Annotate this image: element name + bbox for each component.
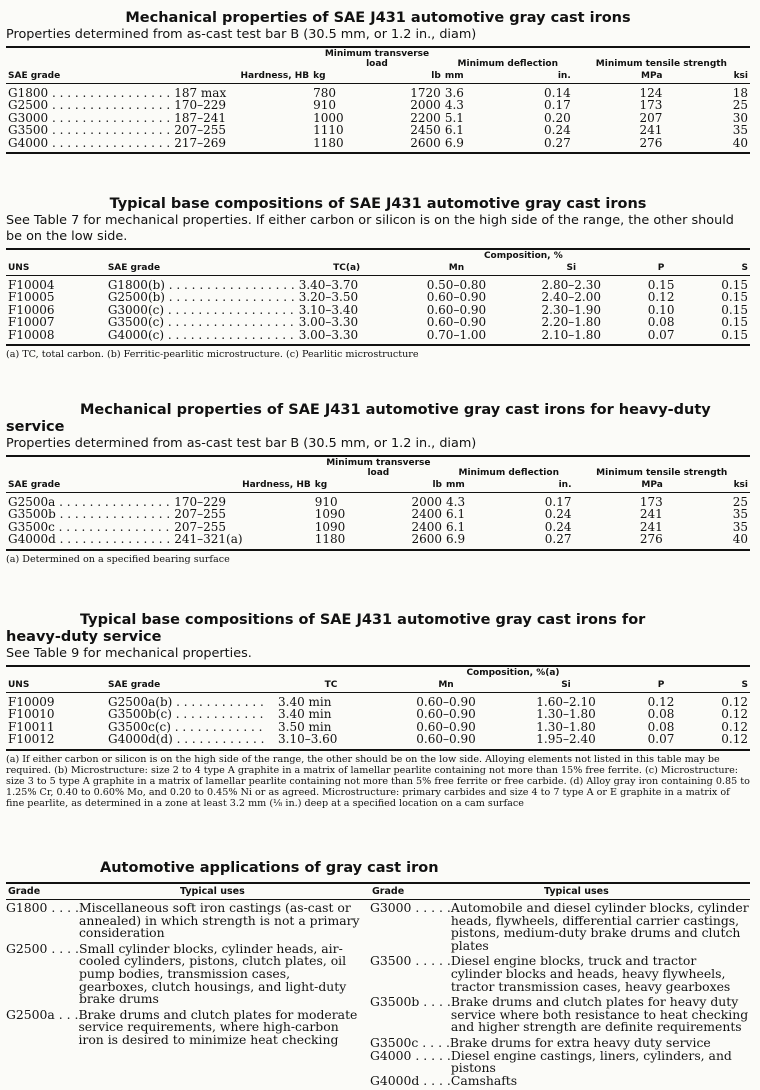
table-subtitle: See Table 9 for mechanical properties. [6,646,252,661]
table-row: F10004 G1800(b) . . . . . . . . . . . . . . . . . 3.40–3.70 0.50–0.80 2.80–2.30 0.15 0.15 [8,278,748,292]
col-header-mpa: MPa [574,479,665,493]
col-header-in: in. [490,70,573,84]
list-item: G3500c . . . . Brake drums for extra heavy duty service [370,1034,711,1050]
col-group-composition: Composition, %(a) [466,668,560,678]
table-title: Typical base compositions of SAE J431 automotive gray cast irons [109,196,647,212]
table-title: Mechanical properties of SAE J431 automotive gray cast irons [125,10,631,26]
table-title: Mechanical properties of SAE J431 automotive gray cast irons for heavy-duty service [6,402,711,435]
table-title: Typical base compositions of SAE J431 automotive gray cast irons for heavy-duty service [6,612,646,645]
table-footnote: (a) If either carbon or silicon is on the high side of the range, the other should be on the low side. Alloying elements not listed in this table may be required. (b) Microstructure: size 2 to 4 type A graphite in a matrix of lamellar pearlite containing not more than 15% free ferrite. (c) Microstructure: size 3 to 5 type A graphite in a matrix of lamellar pearlite containing not more than 5% free ferrite or free carbide. (d) Alloy gray iron containing 0.85 to 1.25% Cr, 0.40 to 0.60% Mo, and 0.20 to 0.45% Ni or as agreed. Microstructure: primary carbides and size 4 to 7 type A or E graphite in a matrix of fine pearlite, as determined in a zone at least 3.2 mm (⅛ in.) deep at a specified location on a cam surface [6,753,750,809]
col-header-mn: Mn [397,262,517,276]
col-group-deflection: Minimum deflection [458,468,559,478]
list-item: G4000d . . . . Camshafts [370,1072,518,1088]
table-row: F10010 G3500b(c) . . . . . . . . . . . . 3.40 min 0.60–0.90 1.30–1.80 0.08 0.12 [8,707,748,722]
table-row: F10009 G2500a(b) . . . . . . . . . . . . 3.40 min 0.60–0.90 1.60–2.10 0.12 0.12 [8,695,748,709]
list-item: G3000 . . . . . Automobile and diesel cylinder blocks, cylinder heads, flywheels, differential carrier castings, pistons, medium-duty brake drums and clutch plates [370,900,749,953]
table-row: G4000 . . . . . . . . . . . . . . . . 217–269 1180 2600 6.9 0.27 276 40 [8,135,748,150]
col-header-s: S [696,679,750,693]
col-header-mm: mm [444,479,491,493]
col-header-tc: TC(a) [297,262,397,276]
list-item: G4000 . . . . . Diesel engine castings, liners, cylinders, and pistons [370,1047,732,1076]
list-item: G1800 . . . . Miscellaneous soft iron castings (as-cast or annealed) in which strength is not a primary consideration [6,900,360,941]
col-header-grade: SAE grade [106,679,276,693]
applications-right-column [370,902,750,1090]
table-subtitle: Properties determined from as-cast test bar B (30.5 mm, or 1.2 in., diam) [6,436,477,451]
col-header-p: P [626,262,696,276]
table-subtitle: See Table 7 for mechanical properties. If either carbon or silicon is on the high side of the range, the other should be on the low side. [6,213,734,244]
table-heavy-comp-section [6,612,750,809]
col-header-p: P [626,679,696,693]
table-row: F10005 G2500(b) . . . . . . . . . . . . . . . . . 3.20–3.50 0.60–0.90 2.40–2.00 0.12 0.15 [8,290,748,305]
col-header-mpa: MPa [573,70,665,84]
col-header-grade-left: Grade [8,886,41,897]
table-mech-props-section [6,10,750,154]
table-row: G1800 . . . . . . . . . . . . . . . . 187 max 780 1720 3.6 0.14 124 18 [8,86,748,100]
list-item: G3500b . . . . Brake drums and clutch plates for heavy duty service where both resistance to heat checking and higher strength are definite requirements [370,994,749,1035]
list-item: G2500 . . . . Small cylinder blocks, cylinder heads, air-cooled cylinders, pistons, clutch plates, oil pump bodies, transmission cases, gearboxes, clutch housings, and light-duty brake drums [6,940,347,1007]
table-row: F10011 G3500c(c) . . . . . . . . . . . . 3.50 min 0.60–0.90 1.30–1.80 0.08 0.12 [8,719,748,734]
col-header-mm: mm [443,70,490,84]
applications-left-column [6,902,361,1050]
col-header-hardness: Hardness, HB [172,70,311,84]
table-row: G4000d . . . . . . . . . . . . . . . 241–321(a) 1180 2600 6.9 0.27 276 40 [8,532,748,547]
col-header-uns: UNS [6,262,106,276]
table-row: F10007 G3500(c) . . . . . . . . . . . . . . . . . 3.00–3.30 0.60–0.90 2.20–1.80 0.08 0.15 [8,315,748,330]
table-footnote: (a) Determined on a specified bearing surface [6,553,230,565]
col-header-lb: lb [359,70,442,84]
col-header-si: Si [506,679,626,693]
col-group-load: Minimum transverse load [326,458,431,478]
table-row: G3000 . . . . . . . . . . . . . . . . 187–241 1000 2200 5.1 0.20 207 30 [8,110,748,125]
table-row: G3500 . . . . . . . . . . . . . . . . 207–255 1110 2450 6.1 0.24 241 35 [8,123,748,138]
col-header-s: S [696,262,750,276]
mech-props-table [6,46,750,154]
col-header-grade: SAE grade [6,479,172,493]
table-compositions-section [6,196,750,360]
heavy-mech-props-table [6,455,750,551]
col-header-si: Si [516,262,626,276]
table-footnote: (a) TC, total carbon. (b) Ferritic-pearlitic microstructure. (c) Pearlitic microstructure [6,349,419,361]
list-item: G2500a . . . Brake drums and clutch plates for moderate service requirements, where high-carbon iron is desired to minimize heat checking [6,1006,358,1047]
table-row: G2500 . . . . . . . . . . . . . . . . 170–229 910 2000 4.3 0.17 173 25 [8,98,748,113]
col-header-in: in. [491,479,574,493]
table-row: F10006 G3000(c) . . . . . . . . . . . . . . . . . 3.10–3.40 0.60–0.90 2.30–1.90 0.10 0.15 [8,302,748,317]
col-header-grade: SAE grade [106,262,297,276]
col-header-grade-right: Grade [372,886,405,897]
col-header-grade: SAE grade [6,70,172,84]
table-heavy-mech-section [6,402,750,565]
table-row: F10012 G4000d(d) . . . . . . . . . . . . 3.10–3.60 0.60–0.90 1.95–2.40 0.07 0.12 [8,732,748,747]
applications-header [6,884,750,900]
col-header-mn: Mn [386,679,506,693]
col-header-hardness: Hardness, HB [172,479,312,493]
col-group-tensile: Minimum tensile strength [596,468,728,478]
col-header-lb: lb [361,479,444,493]
col-header-kg: kg [313,479,361,493]
compositions-table [6,248,750,346]
col-header-uns: UNS [6,679,106,693]
list-item: G3500 . . . . . Diesel engine blocks, truck and tractor cylinder blocks and heads, heavy flywheels, tractor transmission cases, heavy gearboxes [370,953,731,994]
table-row: G3500c . . . . . . . . . . . . . . . 207–255 1090 2400 6.1 0.24 241 35 [8,519,748,534]
table-title: Automotive applications of gray cast iron [100,860,439,876]
col-group-tensile: Minimum tensile strength [595,59,727,69]
table-row: G3500b . . . . . . . . . . . . . . . 207–255 1090 2400 6.1 0.24 241 35 [8,507,748,522]
col-header-kg: kg [311,70,359,84]
col-group-deflection: Minimum deflection [457,59,559,69]
table-subtitle: Properties determined from as-cast test bar B (30.5 mm, or 1.2 in., diam) [6,27,477,42]
col-header-ksi: ksi [664,70,750,84]
col-group-composition: Composition, % [483,251,563,261]
col-header-ksi: ksi [665,479,750,493]
table-row: F10008 G4000(c) . . . . . . . . . . . . . . . . . 3.00–3.30 0.70–1.00 2.10–1.80 0.07 0.15 [8,327,748,342]
col-header-uses-left: Typical uses [180,886,245,897]
col-group-load: Minimum transverse load [324,49,430,69]
col-header-tc: TC [276,679,386,693]
table-row: G2500a . . . . . . . . . . . . . . . 170–229 910 2000 4.3 0.17 173 25 [8,495,748,509]
col-header-uses-right: Typical uses [544,886,609,897]
applications-table [6,882,750,1088]
heavy-compositions-table [6,665,750,751]
table-applications-section [6,860,750,1088]
